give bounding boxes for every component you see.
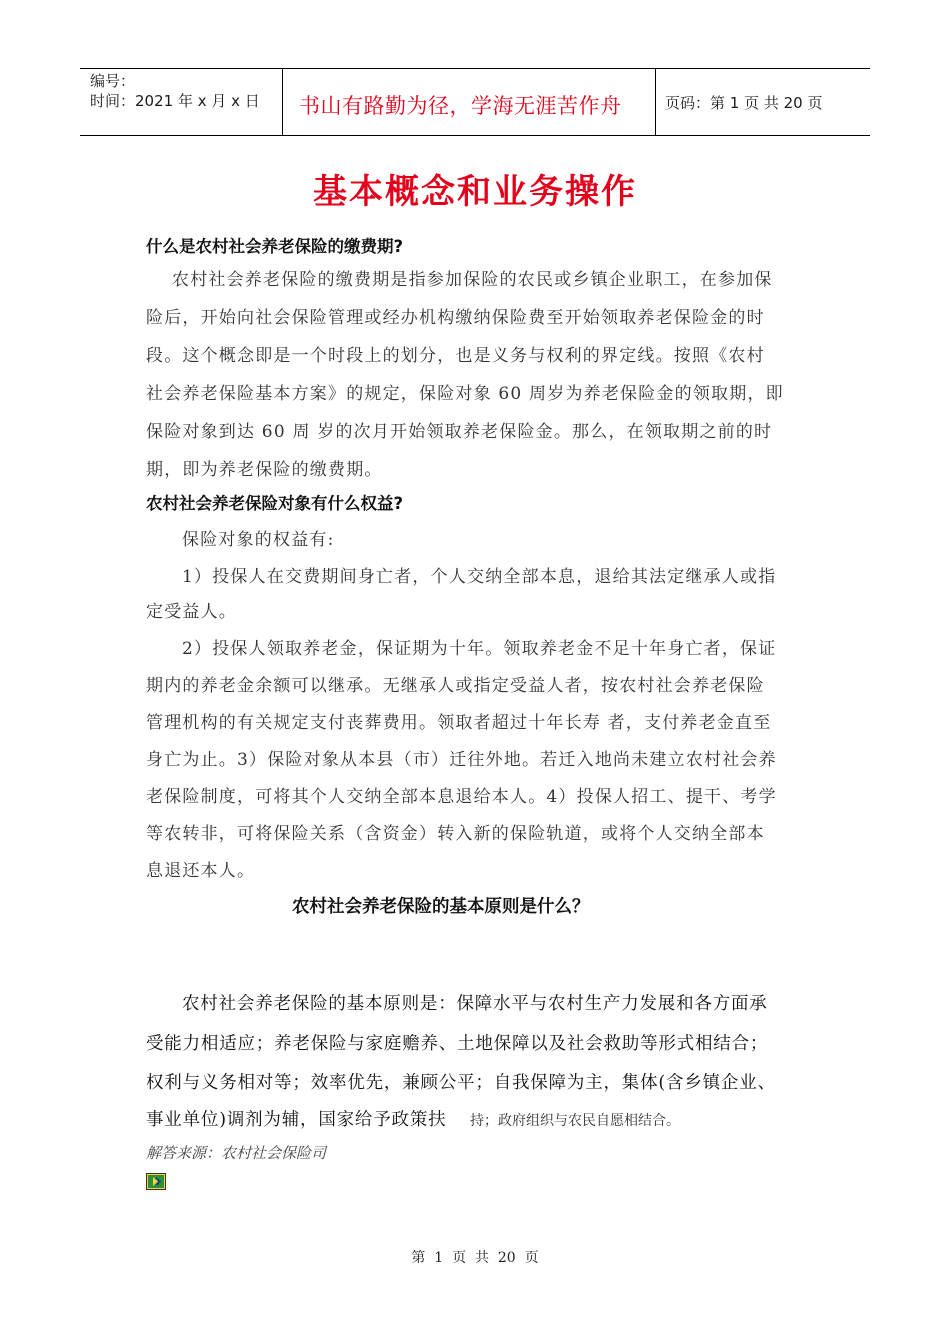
section2-line: 管理机构的有关规定支付丧葬费用。领取者超过十年长寿 者，支付养老金直至 (146, 713, 772, 733)
answer-source: 解答来源：农村社会保险司 (146, 1144, 327, 1162)
section1-line: 险后，开始向社会保险管理或经办机构缴纳保险费至开始领取养老保险金的时 (146, 308, 765, 328)
header-motto: 书山有路勤为径，学海无涯苦作舟 (299, 94, 622, 118)
section1-question: 什么是农村社会养老保险的缴费期? (146, 237, 404, 256)
section2-line: 老保险制度，可将其个人交纳全部本息退给本人。4）投保人招工、提干、考学 (146, 787, 777, 807)
header-time-label: 时间：2021 年 x 月 x 日 (90, 92, 260, 110)
section3-line: 事业单位)调剂为辅，国家给予政策扶 (146, 1110, 447, 1130)
section2-line: 1）投保人在交费期间身亡者，个人交纳全部本息，退给其法定继承人或指 (182, 567, 777, 587)
section1-line: 段。这个概念即是一个时段上的划分，也是义务与权利的界定线。按照《农村 (146, 346, 765, 366)
section3-line: 农村社会养老保险的基本原则是：保障水平与农村生产力发展和各方面承 (182, 994, 768, 1014)
section3-line: 受能力相适应；养老保险与家庭赡养、土地保障以及社会救助等形式相结合； (146, 1034, 769, 1054)
header-bottom-border (80, 135, 870, 136)
header-divider-left (282, 68, 283, 136)
link-icon-graphic (147, 1174, 165, 1189)
section3-tail: 持；政府组织与农民自愿相结合。 (470, 1113, 680, 1129)
header-page-label: 页码：第 1 页 共 20 页 (665, 94, 823, 112)
section2-line: 息退还本人。 (146, 861, 256, 881)
link-icon[interactable] (146, 1173, 166, 1190)
section1-line: 社会养老保险基本方案》的规定，保险对象 60 周岁为养老保险金的领取期，即 (146, 384, 784, 404)
section2-line: 等农转非，可将保险关系（含资金）转入新的保险轨道，或将个人交纳全部本 (146, 824, 765, 844)
header-top-border (80, 68, 870, 69)
section2-line: 期内的养老金余额可以继承。无继承人或指定受益人者，按农村社会养老保险 (146, 676, 765, 696)
section2-line: 保险对象的权益有: (182, 530, 335, 550)
section2-question: 农村社会养老保险对象有什么权益? (146, 494, 404, 513)
document-title: 基本概念和业务操作 (313, 172, 637, 212)
section2-line: 定受益人。 (146, 602, 237, 622)
header-divider-right (655, 68, 656, 136)
page-footer: 第 1 页 共 20 页 (411, 1250, 539, 1266)
section3-question: 农村社会养老保险的基本原则是什么？ (292, 897, 590, 917)
header-number-label: 编号： (90, 72, 136, 90)
section2-line: 身亡为止。3）保险对象从本县（市）迁往外地。若迁入地尚未建立农村社会养 (146, 750, 777, 770)
section2-line: 2）投保人领取养老金，保证期为十年。领取养老金不足十年身亡者，保证 (182, 639, 777, 659)
section1-line: 保险对象到达 60 周 岁的次月开始领取养老保险金。那么，在领取期之前的时 (146, 422, 773, 442)
section1-line: 农村社会养老保险的缴费期是指参加保险的农民或乡镇企业职工，在参加保 (172, 270, 773, 290)
section1-line: 期，即为养老保险的缴费期。 (146, 460, 383, 480)
section3-line: 权利与义务相对等；效率优先，兼顾公平；自我保障为主，集体(含乡镇企业、 (146, 1073, 776, 1093)
